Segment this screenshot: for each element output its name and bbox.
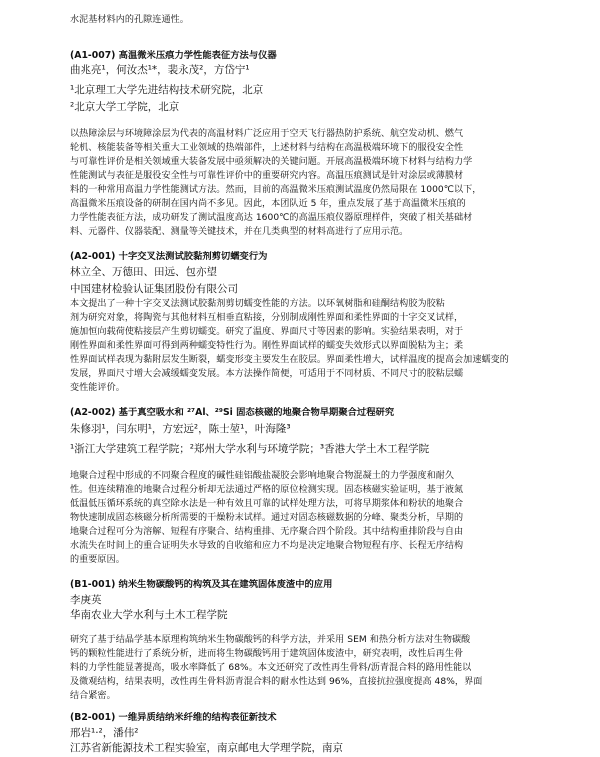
- body-line: 以热障涂层与环境障涂层为代表的高温材料广泛应用于空天飞行器热防护系统、航空发动机、燃气: [70, 129, 464, 139]
- section-authors: 邢岩¹·²，潘伟²: [70, 727, 139, 739]
- body-line: 本文提出了一种十字交叉法测试胶黏剂剪切蠕变性能的方法。以环氧树脂和硅酮结构胶为胶粘: [70, 299, 445, 309]
- section-affiliation: ²北京大学工学院，北京: [70, 101, 180, 113]
- section-authors: 曲兆亮¹，何汝杰¹*，裴永茂²，方岱宁¹: [70, 64, 250, 76]
- body-line: 料、元器件、仪器装配、测量等关键技术，并在几类典型的材料高进行了应用示范。: [70, 227, 409, 237]
- section-title: (A2-002) 基于真空吸水和 ²⁷Al、²⁹Si 固态核磁的地聚合物早期聚合过程研究: [70, 407, 395, 418]
- section-affiliation: 华南农业大学水利与土木工程学院: [70, 609, 228, 621]
- body-line: 的重要原因。: [70, 555, 125, 565]
- section-authors: 李庚英: [70, 594, 102, 606]
- section-authors: 林立全、万德田、田远、包亦望: [70, 266, 217, 278]
- section-affiliation: 江苏省新能源技术工程实验室，南京邮电大学理学院，南京: [70, 742, 343, 754]
- body-line: 剂为研究对象，将陶瓷与其他材料互相垂直粘接，分别制成刚性界面和柔性界面的十字交叉试样，: [70, 313, 464, 323]
- body-line: 低温低压循环系统的真空除水法是一种有效且可靠的试样处理方法，可将早期浆体和粉状的地聚合: [70, 499, 464, 509]
- section-authors: 朱修羽¹，闫东明¹，方宏远²，陈士堃¹，叶海隆³: [70, 423, 291, 435]
- body-line: 及微观结构，结果表明，改性再生骨料沥青混合料的耐水性达到 96%，直接抗拉强度提高 48%，界面: [70, 677, 483, 687]
- body-line: 地聚合过程可分为溶解、短程有序聚合、结构重排、无序聚合四个阶段。其中结构重排阶段与自由: [70, 527, 464, 537]
- body-line: 轮机、核能装备等相关重大工业领域的热端部件，上述材料与结构在高温极端环境下的服役安全性: [70, 143, 464, 153]
- body-line: 料的一种常用高温力学性能测试方法。然而，目前的高温微米压痕测试温度仍然局限在 1000℃以下，: [70, 185, 482, 195]
- section-affiliation: ¹浙江大学建筑工程学院；²郑州大学水利与环境学院；³香港大学土木工程学院: [70, 443, 430, 455]
- body-line: 与可靠性评价是相关领域重大装备发展中亟须解决的关键问题。开展高温极端环境下材料与结构力学: [70, 157, 473, 167]
- body-line: 高温微米压痕设备的研制在国内尚不多见。因此，本团队近 5 年，重点发展了基于高温微米压痕的: [70, 199, 466, 209]
- section-title: (A2-001) 十字交叉法测试胶黏剂剪切蠕变行为: [70, 251, 268, 262]
- section-affiliation: 中国建材检验认证集团股份有限公司: [70, 283, 238, 295]
- section-affiliation: ¹北京理工大学先进结构技术研究院，北京: [70, 84, 264, 96]
- body-line: 性界面试样表现为黏附层发生断裂，蠕变形变主要发生在胶层。界面柔性增大，试样温度的提高会加速蠕变的: [70, 355, 509, 365]
- body-line: 刚性界面和柔性界面可得到两种蠕变特性行为。刚性界面试样的蠕变失效形式以界面脱粘为主；柔: [70, 341, 464, 351]
- body-line: 性能测试与表征是服役安全性与可靠性评价中的重要研究内容。高温压痕测试是针对涂层或薄膜材: [70, 171, 464, 181]
- intro-line: 水泥基材料内的孔隙连通性。: [70, 15, 189, 25]
- section-title: (B1-001) 纳米生物碳酸钙的构筑及其在建筑固体废渣中的应用: [70, 579, 333, 590]
- body-line: 研究了基于结晶学基本原理构筑纳米生物碳酸钙的科学方法，并采用 SEM 和热分析方法对生物碳酸: [70, 635, 471, 645]
- body-line: 物快速制成固态核磁分析所需要的干燥粉末试样。通过对固态核磁数据的分峰、聚类分析，早期的: [70, 513, 464, 523]
- body-line: 变性能评价。: [70, 383, 125, 393]
- section-title: (A1-007) 高温微米压痕力学性能表征方法与仪器: [70, 50, 277, 61]
- body-line: 钙的颗粒性能进行了系统分析，进而将生物碳酸钙用于建筑固体废渣中，研究表明，改性后再生骨: [70, 649, 464, 659]
- body-line: 施加恒向载荷使粘接层产生剪切蠕变。研究了温度、界面尺寸等因素的影响。实验结果表明，对于: [70, 327, 464, 337]
- body-line: 地聚合过程中形成的不同聚合程度的碱性硅铝酸盐凝胶会影响地聚合物混凝土的力学强度和耐久: [70, 471, 455, 481]
- body-line: 结合紧密。: [70, 691, 116, 701]
- body-line: 力学性能表征方法，成功研发了测试温度高达 1600℃的高温压痕仪器原理样件，突破了相关基础材: [70, 213, 473, 223]
- body-line: 性。但连续精准的地聚合过程分析却无法通过严格的原位检测实现。固态核磁实验证明，基于液氮: [70, 485, 464, 495]
- body-line: 发展，界面尺寸增大会减缓蠕变发展。本方法操作简便，可适用于不同材质、不同尺寸的胶粘层蠕: [70, 369, 464, 379]
- body-line: 水流失在时间上的重合证明失水导致的自收缩和应力不均是决定地聚合物短程有序、长程无序结构: [70, 541, 464, 551]
- section-title: (B2-001) 一维异质结纳米纤维的结构表征新技术: [70, 712, 277, 723]
- body-line: 料的力学性能显著提高，吸水率降低了 68%。本文还研究了改性再生骨料/沥青混合料的路用性能以: [70, 663, 472, 673]
